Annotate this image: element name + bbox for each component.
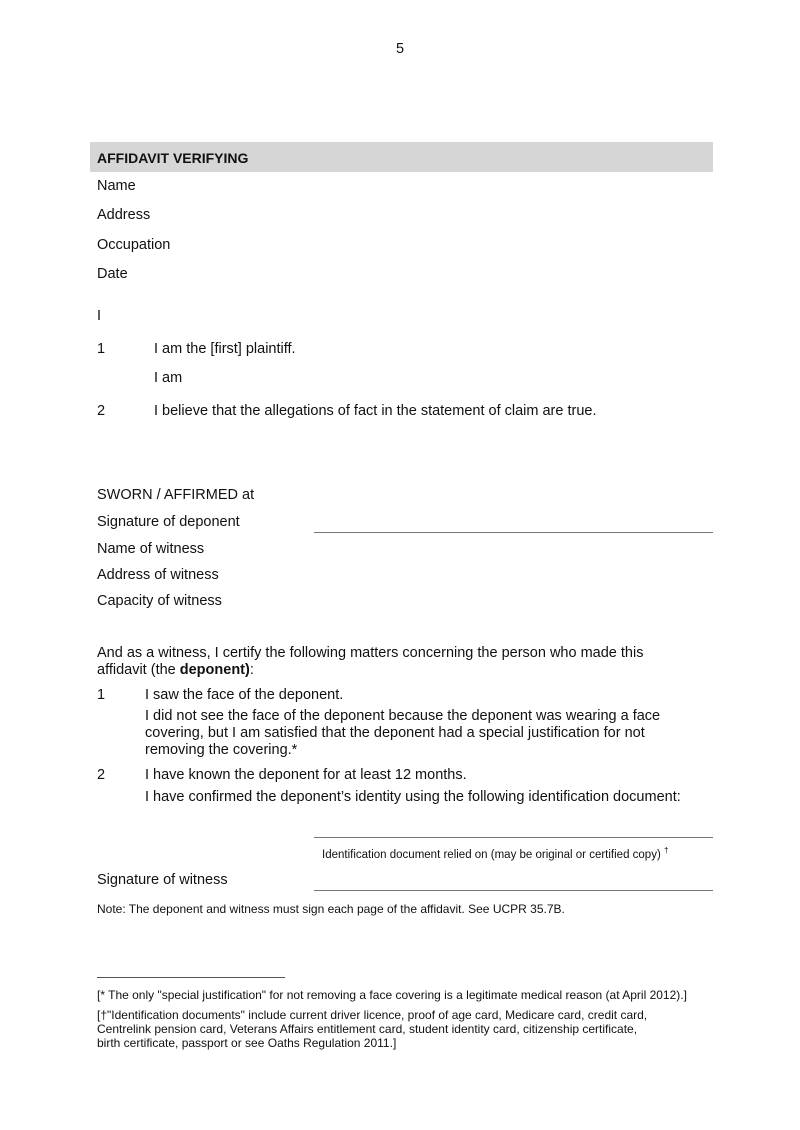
statement-text: I am the [first] plaintiff.	[154, 341, 296, 357]
certify-intro	[97, 645, 677, 679]
id-document-caption-text: Identification document relied on (may be original or certified copy)	[322, 848, 661, 861]
signing-note: Note: The deponent and witness must sign each page of the affidavit. See UCPR 35.7B.	[97, 902, 565, 916]
address-witness-label: Address of witness	[97, 567, 219, 583]
dagger-mark: †	[664, 846, 669, 855]
certify-item-number: 2	[97, 767, 106, 783]
statement-number: 2	[97, 403, 106, 419]
footnote-separator	[97, 977, 285, 978]
field-occupation-label: Occupation	[97, 237, 171, 253]
id-document-line	[314, 837, 713, 838]
section-heading: AFFIDAVIT VERIFYING	[97, 150, 249, 166]
certify-item-text: I saw the face of the deponent.	[145, 687, 344, 703]
statement-alt-text: I am	[154, 370, 183, 386]
certify-intro-text: And as a witness, I certify the following matters concerning the person who made this affidavit (the	[97, 645, 644, 678]
deponent-i-label: I	[97, 308, 102, 324]
field-address-label: Address	[97, 207, 151, 223]
certify-item-alt-text: I did not see the face of the deponent because the deponent was wearing a face covering, but I am satisfied that the deponent had a special justification for not removing the covering.*	[145, 708, 661, 758]
capacity-witness-label: Capacity of witness	[97, 593, 222, 609]
signature-deponent-label: Signature of deponent	[97, 514, 240, 530]
certify-intro-bold: deponent)	[179, 662, 250, 678]
certify-item-number: 1	[97, 687, 106, 703]
statement-text: I believe that the allegations of fact in the statement of claim are true.	[154, 403, 597, 419]
field-name-label: Name	[97, 178, 136, 194]
id-document-caption	[322, 846, 668, 861]
signature-witness-label: Signature of witness	[97, 872, 228, 888]
certify-intro-end: :	[249, 662, 254, 678]
footnote-special-justification: [* The only "special justification" for not removing a face covering is a legitimate medical reason (at April 2012).]	[97, 988, 687, 1002]
page-number: 5	[395, 41, 405, 57]
signature-witness-line	[314, 890, 713, 891]
footnote-identification-documents: [†"Identification documents" include current driver licence, proof of age card, Medicare card, credit card, Centrelink pension card, Veterans Affairs entitlement card, student identity card, citizenship certificate, birth certificate, passport or see Oaths Regulation 2011.]	[97, 1008, 648, 1050]
sworn-title: SWORN / AFFIRMED at	[97, 487, 255, 503]
section-heading-bar	[90, 142, 713, 172]
certify-item-alt-text: I have confirmed the deponent’s identity using the following identification document:	[145, 789, 681, 805]
name-witness-label: Name of witness	[97, 541, 205, 557]
statement-number: 1	[97, 341, 106, 357]
field-date-label: Date	[97, 266, 128, 282]
certify-item-text: I have known the deponent for at least 12 months.	[145, 767, 467, 783]
signature-deponent-line	[314, 532, 713, 533]
